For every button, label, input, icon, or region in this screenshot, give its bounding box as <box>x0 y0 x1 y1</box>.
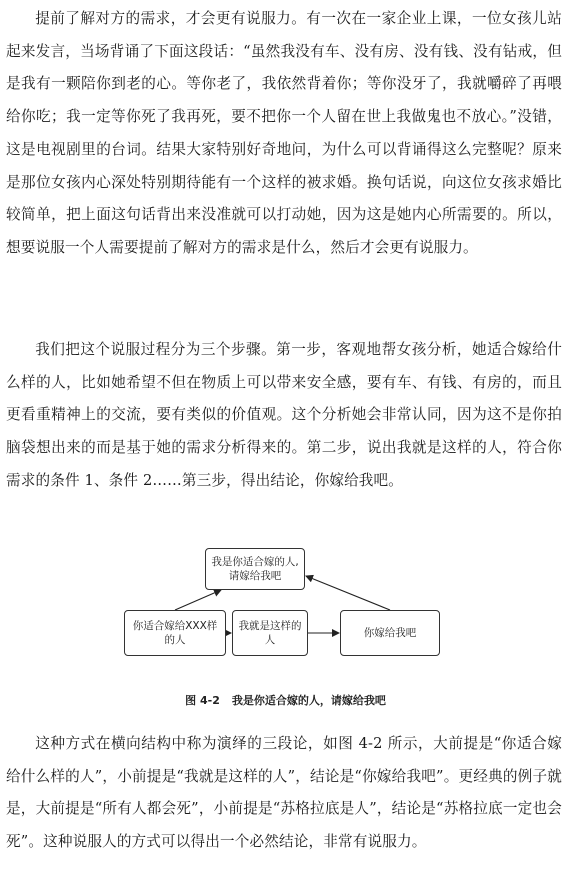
arrow-box1-to-top <box>175 590 221 610</box>
figure-number: 图 4-2 <box>185 694 220 707</box>
major-premise-box: 你适合嫁给XXX样的人 <box>124 610 226 656</box>
syllogism-diagram <box>0 540 571 670</box>
conclusion-box: 你嫁给我吧 <box>340 610 440 656</box>
conclusion-top-box: 我是你适合嫁的人,请嫁给我吧 <box>205 548 305 590</box>
minor-premise-box: 我就是这样的人 <box>232 610 308 656</box>
figure-caption <box>0 692 571 708</box>
arrow-box3-to-top <box>306 576 390 610</box>
figure-caption-text: 我是你适合嫁的人，请嫁给我吧 <box>231 694 386 707</box>
paragraph-1: 提前了解对方的需求，才会更有说服力。有一次在一家企业上课，一位女孩儿站起来发言，当场背诵了下面这段话：“虽然我没有车、没有房、没有钱、没有钻戒，但是我有一颗陪你到老的心。等你老了，我依然背着你；等你没牙了，我就嚼碎了再喂给你吃；我一定等你死了我再死，要不把你一个人留在世上我做鬼也不放心。”没错，这是电视剧里的台词。结果大家特别好奇地问，为什么可以背诵得这么完整呢？原来是那位女孩内心深处特别期待能有一个这样的被求婚。换句话说，向这位女孩求婚比较简单，把上面这句话背出来没准就可以打动她，因为这是她内心所需要的。所以，想要说服一个人需要提前了解对方的需求是什么，然后才会更有说服力。 <box>6 10 562 256</box>
paragraph-3: 这种方式在横向结构中称为演绎的三段论，如图 4-2 所示，大前提是“你适合嫁给什么样的人”，小前提是“我就是这样的人”，结论是“你嫁给我吧”。更经典的例子就是，大前提是“所有人都会死”，小前提是“苏格拉底是人”，结论是“苏格拉底一定也会死”。这种说服人的方式可以得出一个必然结论，非常有说服力。 <box>6 735 562 851</box>
paragraph-2: 我们把这个说服过程分为三个步骤。第一步，客观地帮女孩分析，她适合嫁给什么样的人，比如她希望不但在物质上可以带来安全感，要有车、有钱、有房的，而且更看重精神上的交流，要有类似的价值观。这个分析她会非常认同，因为这不是你拍脑袋想出来的而是基于她的需求分析得来的。第二步，说出我就是这样的人，符合你需求的条件 1、条件 2……第三步，得出结论，你嫁给我吧。 <box>6 341 562 489</box>
